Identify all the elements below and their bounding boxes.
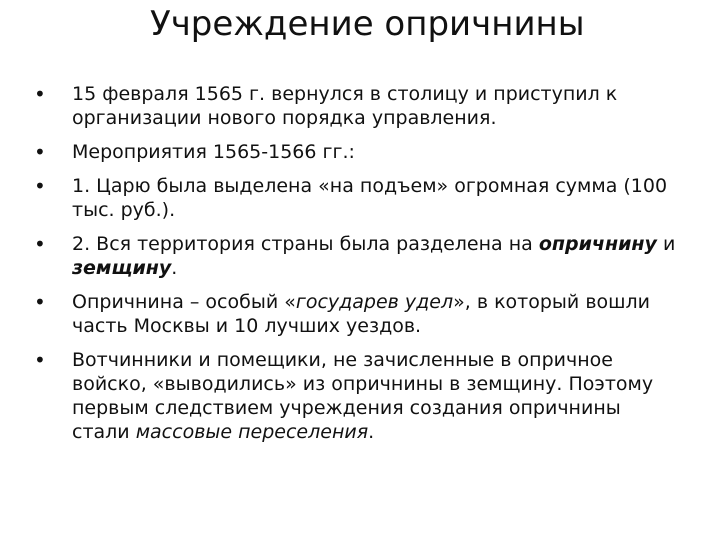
- zemshchina-term: земщину: [72, 257, 172, 279]
- item-text-post: .: [171, 257, 178, 279]
- bullet-icon: •: [34, 232, 46, 256]
- bullet-icon: •: [34, 174, 46, 198]
- list-item: [34, 290, 684, 338]
- list-item: [34, 348, 684, 444]
- item-text-mid: и: [656, 233, 676, 255]
- item-text-post: .: [368, 421, 375, 443]
- bullet-list: [34, 82, 684, 454]
- slide-title: Учреждение опричнины: [150, 4, 585, 44]
- list-item: [34, 174, 684, 222]
- item-text: 1. Царю была выделена «на подъем» огромная сумма (100 тыс. руб.).: [72, 175, 668, 221]
- item-text: Мероприятия 1565-1566 гг.:: [72, 141, 355, 163]
- item-text-pre: 2. Вся территория страны была разделена на: [72, 233, 539, 255]
- item-text-post: », в который вошли часть Москвы и 10 лучших уездов.: [72, 291, 651, 337]
- list-item: [34, 140, 684, 164]
- bullet-icon: •: [34, 290, 46, 314]
- list-item: [34, 232, 684, 280]
- item-text-pre: Вотчинники и помещики, не зачисленные в опричное войско, «выводились» из опричнины в земщину. Поэтому первым следствием учреждения создания опричнины стали: [72, 349, 654, 443]
- mass-resettlement-term: массовые переселения: [135, 421, 369, 443]
- oprichnina-term: опричнину: [538, 233, 657, 255]
- bullet-icon: •: [34, 140, 46, 164]
- bullet-icon: •: [34, 348, 46, 372]
- gosudarev-udel-term: государев удел: [295, 291, 454, 313]
- item-text-pre: Опричнина – особый «: [72, 291, 296, 313]
- bullet-icon: •: [34, 82, 46, 106]
- list-item: [34, 82, 684, 130]
- item-text: 15 февраля 1565 г. вернулся в столицу и приступил к организации нового порядка управления.: [72, 83, 618, 129]
